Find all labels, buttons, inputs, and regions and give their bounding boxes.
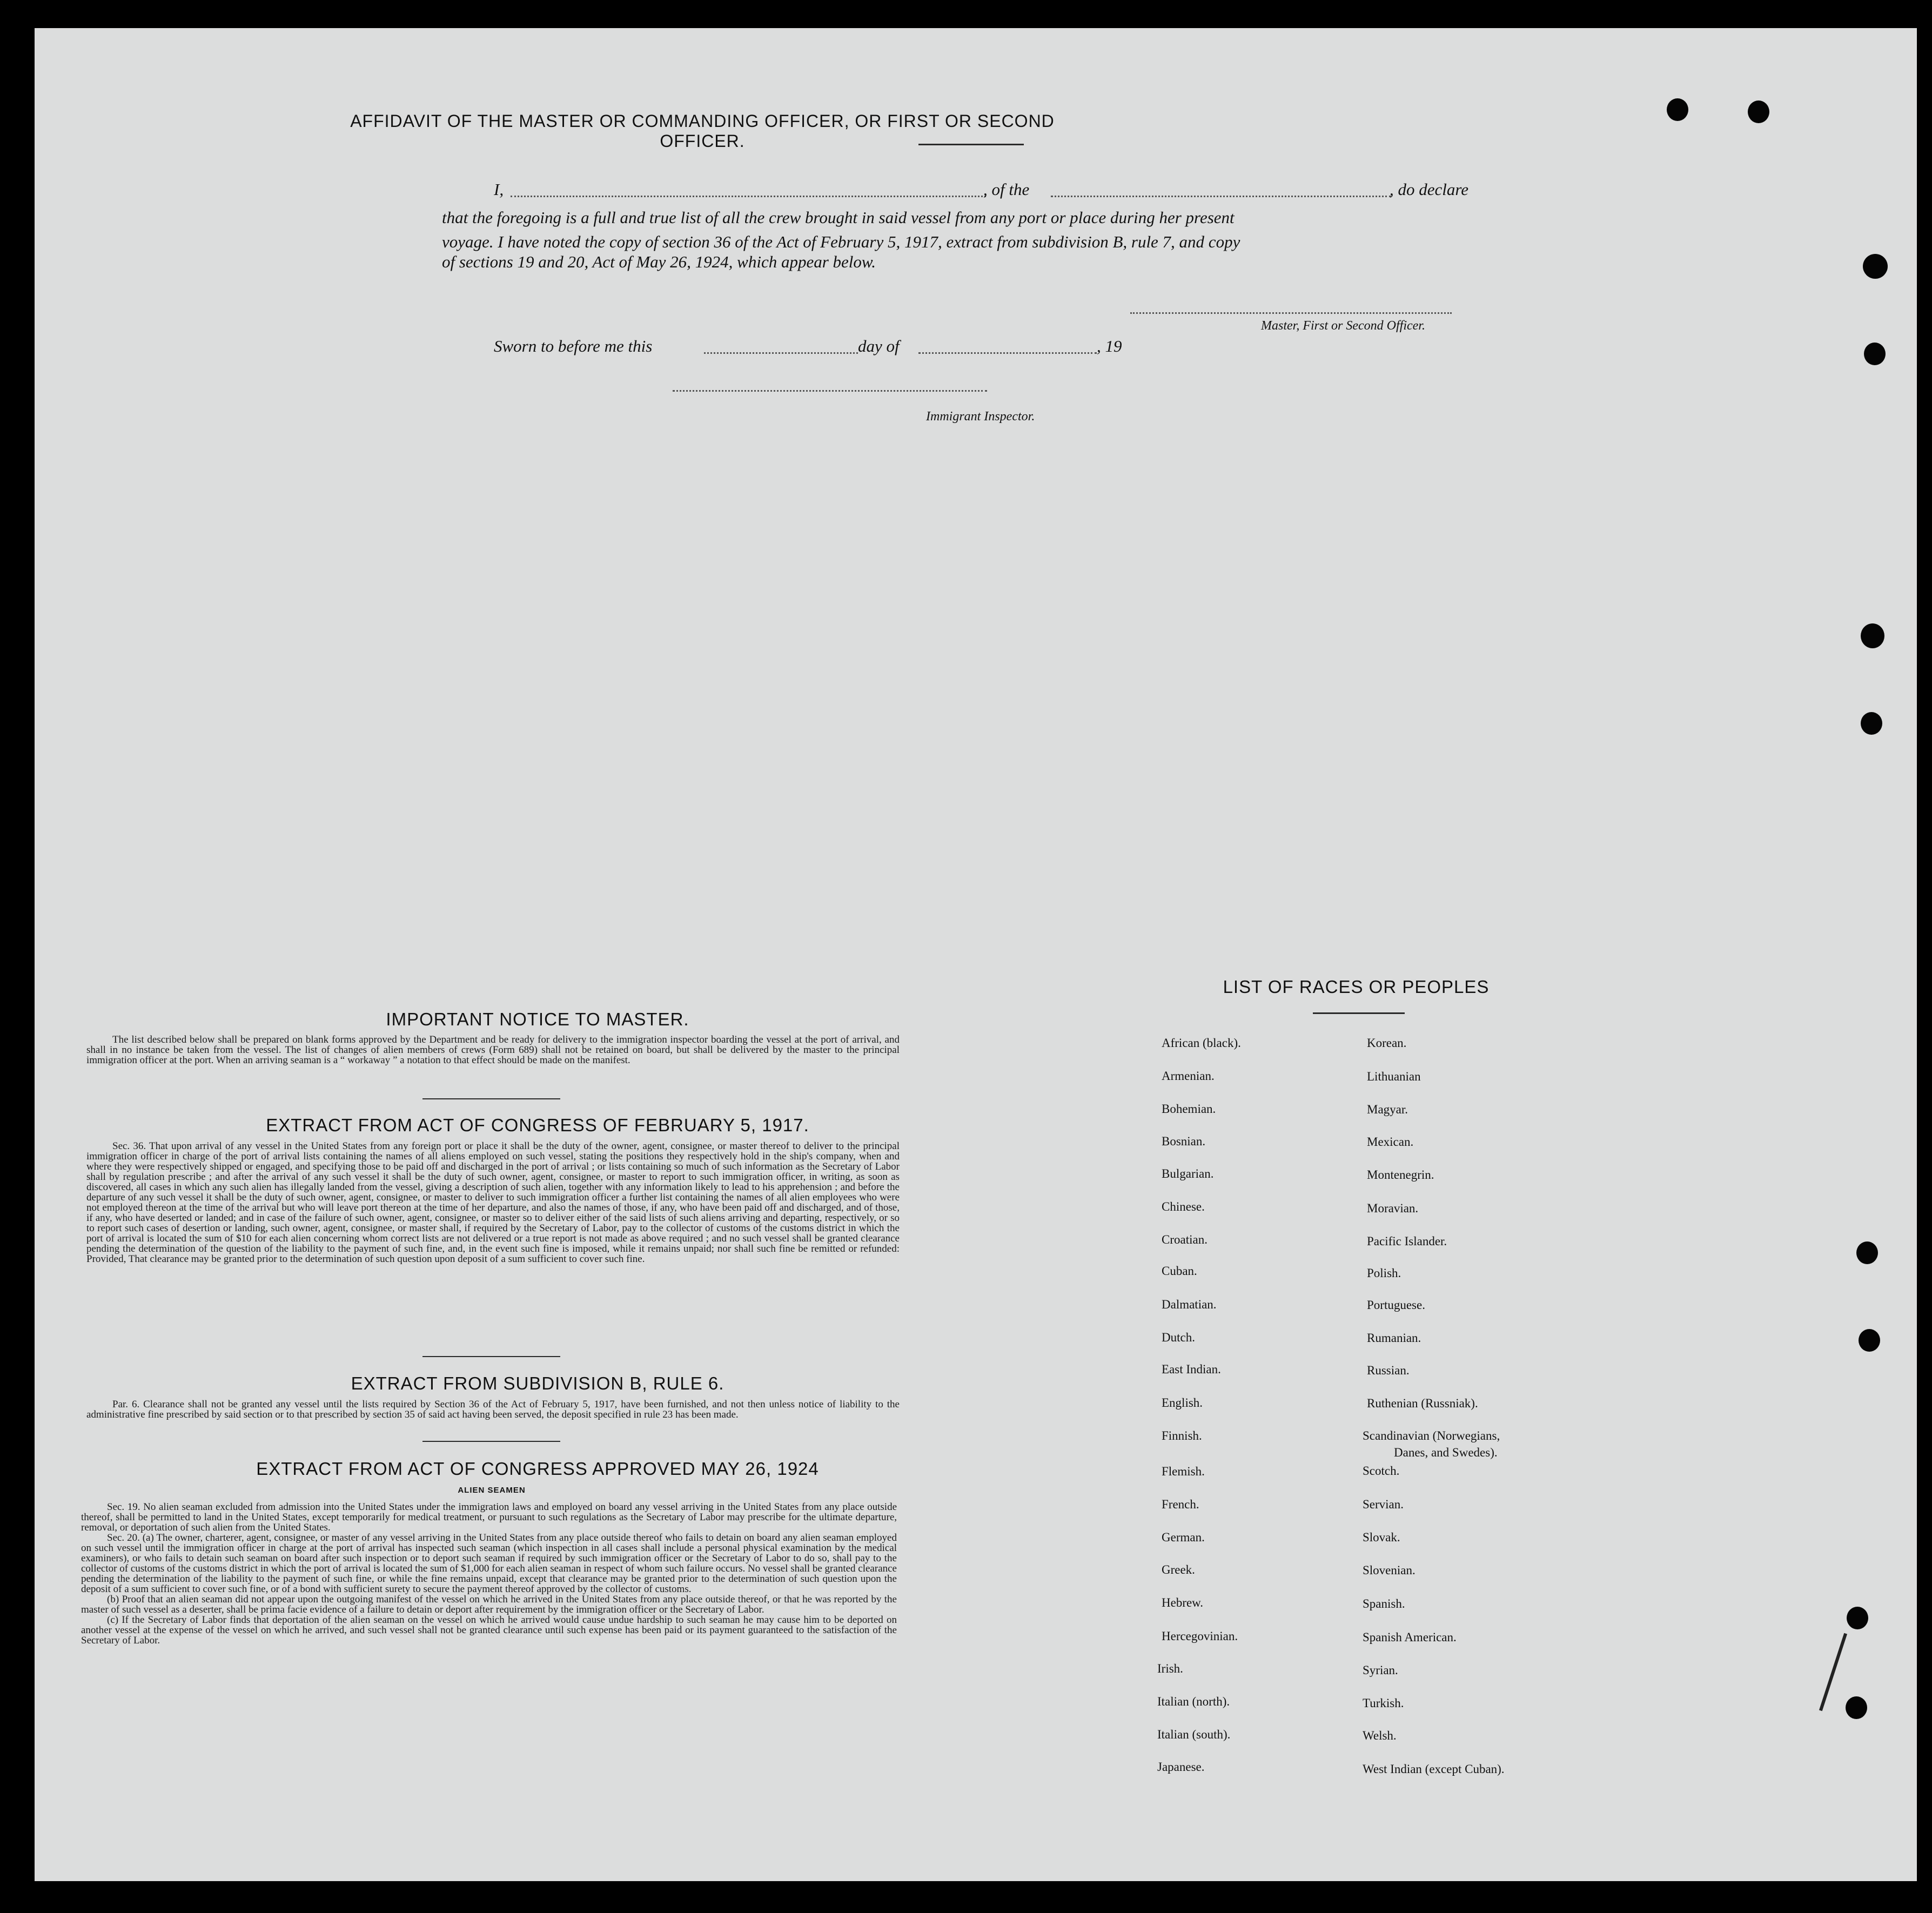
race-item-left: Italian (north).	[1157, 1695, 1230, 1708]
race-item-right: Portuguese.	[1367, 1298, 1425, 1312]
binder-hole	[1856, 1241, 1878, 1264]
race-item-right: Korean.	[1367, 1036, 1407, 1050]
race-item-left: Japanese.	[1157, 1760, 1205, 1774]
sec20c-paragraph: (c) If the Secretary of Labor finds that deportation of the alien seaman on the vessel on which he arrived would cause undue hardship to such seaman he may cause him to be deported on another vessel at the expense of the vessel on which he arrived, and such vessel shall not be granted clearance until such expense has been paid or its payment guaranteed to the satisfaction of the Secretary of Labor.	[81, 1614, 897, 1646]
race-item-right: Polish.	[1367, 1266, 1401, 1280]
race-item-right: Syrian.	[1363, 1663, 1398, 1677]
race-item-left: East Indian.	[1162, 1362, 1221, 1376]
divider	[918, 144, 1024, 145]
race-item-right: Magyar.	[1367, 1103, 1408, 1116]
divider	[422, 1356, 560, 1357]
affidavit-line3: voyage. I have noted the copy of section 36 of the Act of February 5, 1917, extract from subdivision B, rule 7, and copy	[442, 232, 1240, 251]
binder-hole	[1861, 712, 1882, 735]
race-item-right: Montenegrin.	[1367, 1168, 1434, 1182]
sec36-paragraph: Sec. 36. That upon arrival of any vessel in the United States from any foreign port or place it shall be the duty of the owner, agent, consignee, or master thereof to deliver to the principal immigration officer in charge of the port of arrival lists containing the names of all aliens employed on such vessel, stating the positions they respectively hold in the ship's company, when and where they were respectively shipped or engaged, and specifying those to be paid off and discharged in the port of arrival ; or lists containing so much of such information as the Secretary of Labor shall by regulation prescribe ; and after the arrival of any such vessel it shall be the duty of such owner, agent, consignee, or master to report to such immigration officer, in writing, as soon as discovered, all cases in which any such alien has illegally landed from the vessel, giving a description of such alien, together with any information likely to lead to his apprehension ; and before the departure of any such vessel it shall be the duty of such owner, agent, consignee, or master to deliver to such immigration officer a further list containing the names of all alien employees who were not employed thereon at the time of the arrival but who will leave port thereon at the time of her departure, and also the names of those, if any, who have been paid off and discharged, and of those, if any, who have deserted or landed; and in case of the failure of such owner, agent, consignee, or master so to deliver either of the said lists of such aliens arriving and departing, respectively, or so to report such cases of desertion or landing, such owner, agent, consignee, or master shall, if required by the Secretary of Labor, pay to the collector of customs of the customs district in which the port of arrival is located the sum of $10 for each alien concerning whom correct lists are not delivered or a true report is not made as above required ; and no such vessel shall be granted clearance pending the determination of the question of the liability to the payment of such fine, and, in the event such fine is imposed, while it remains unpaid; nor shall such fine be remitted or refunded: Provided, That clearance may be granted prior to the determination of such question upon deposit of a sum sufficient to cover such fine.	[86, 1140, 900, 1265]
affidavit-title: AFFIDAVIT OF THE MASTER OR COMMANDING OFFICER, OR FIRST OR SECOND OFFICER.	[350, 111, 1055, 151]
binder-hole	[1667, 98, 1688, 121]
race-item-left: Bohemian.	[1162, 1102, 1216, 1116]
extract-1917-text	[86, 1141, 900, 1264]
race-item-left: Finnish.	[1162, 1429, 1202, 1442]
race-item-left: Chinese.	[1162, 1200, 1205, 1213]
race-item-right: Ruthenian (Russniak).	[1367, 1397, 1478, 1410]
race-item-right: Spanish American.	[1363, 1630, 1457, 1644]
alien-seamen-subtitle: ALIEN SEAMEN	[458, 1486, 526, 1495]
race-item-left: Bosnian.	[1162, 1135, 1206, 1148]
inspector-signature-blank[interactable]	[673, 390, 987, 392]
race-item-right: Russian.	[1367, 1364, 1410, 1377]
race-item-left: Irish.	[1157, 1662, 1183, 1675]
race-item-left: Hercegovinian.	[1162, 1629, 1238, 1643]
race-item-left: Flemish.	[1162, 1465, 1205, 1478]
affidavit-line2: that the foregoing is a full and true list of all the crew brought in said vessel from any port or place during her present	[442, 208, 1235, 227]
master-label: Master, First or Second Officer.	[1261, 319, 1425, 333]
year-prefix: , 19	[1097, 337, 1122, 355]
master-signature-blank[interactable]	[1130, 312, 1452, 314]
inspector-label: Immigrant Inspector.	[926, 410, 1035, 424]
month-blank[interactable]	[918, 352, 1097, 354]
race-item-right: Slovak.	[1363, 1531, 1400, 1544]
race-item-left: German.	[1162, 1531, 1205, 1544]
binder-hole	[1863, 254, 1888, 279]
extract-1917-title: EXTRACT FROM ACT OF CONGRESS OF FEBRUARY 5, 1917.	[266, 1115, 809, 1135]
race-item-right: Slovenian.	[1363, 1563, 1416, 1577]
day-blank[interactable]	[704, 352, 858, 354]
binder-hole	[1847, 1607, 1868, 1629]
race-item-right: Pacific Islander.	[1367, 1234, 1447, 1248]
name-blank[interactable]	[511, 196, 986, 197]
subdivision-b-title: EXTRACT FROM SUBDIVISION B, RULE 6.	[351, 1373, 725, 1393]
divider	[422, 1098, 560, 1099]
extract-1924-title: EXTRACT FROM ACT OF CONGRESS APPROVED MAY 26, 1924	[256, 1459, 819, 1479]
notice-text	[86, 1035, 900, 1065]
sec20b-paragraph: (b) Proof that an alien seaman did not appear upon the outgoing manifest of the vessel on which he arrived in the United States from any place outside thereof, or that he was reported by the master of such vessel as a deserter, shall be prima facie evidence of a failure to detain or deport after requirement by the immigration officer or the Secretary of Labor.	[81, 1594, 897, 1615]
race-item-right: Scandinavian (Norwegians,	[1363, 1429, 1500, 1442]
race-item-left: Greek.	[1162, 1563, 1195, 1576]
race-item-left: Armenian.	[1162, 1069, 1215, 1083]
race-item-left: Bulgarian.	[1162, 1167, 1214, 1180]
binder-hole	[1861, 623, 1884, 648]
race-item-left: Italian (south).	[1157, 1728, 1231, 1741]
notice-title: IMPORTANT NOTICE TO MASTER.	[386, 1009, 689, 1029]
affidavit-line1-i: I,	[494, 180, 504, 199]
race-item-right: Turkish.	[1363, 1696, 1404, 1710]
race-item-right: Servian.	[1363, 1498, 1404, 1511]
race-item-left: African (black).	[1162, 1036, 1241, 1050]
race-item-right: Spanish.	[1363, 1597, 1405, 1610]
sec20a-paragraph: Sec. 20. (a) The owner, charterer, agent, consignee, or master of any vessel arriving in the United States from any place outside thereof who fails to detain on board any alien seaman employed on such vessel until the immigration officer in charge at the port of arrival has inspected such seaman (which inspection in all cases shall include a personal physical examination by the medical examiners), or who fails to detain such seaman on board after such inspection or to deport such seaman if required by such immigration officer or the Secretary of Labor to do so, shall pay to the collector of customs of the customs district in which the port of arrival is located the sum of $1,000 for each alien seaman in respect of whom such failure occurs. No vessel shall be granted clearance pending the determination of the liability to the payment of such fine, or while the fine remains unpaid, except that clearance may be granted prior to the determination of such question upon the deposit of a sum sufficient to cover such fine, or of a bond with sufficient surety to secure the payment thereof approved by the collector of customs.	[81, 1532, 897, 1595]
race-item-left: Cuban.	[1162, 1264, 1197, 1278]
race-item-right: Mexican.	[1367, 1135, 1414, 1149]
subdivision-b-text	[86, 1399, 900, 1420]
affidavit-line4: of sections 19 and 20, Act of May 26, 1924, which appear below.	[442, 252, 876, 271]
race-item-left: Dalmatian.	[1162, 1298, 1217, 1311]
day-of-text: day of	[858, 337, 900, 355]
notice-paragraph: The list described below shall be prepared on blank forms approved by the Department and be ready for delivery to the immigration inspector boarding the vessel at the port of arrival, and shall in no instance be taken from the vessel. The list of changes of alien members of crews (Form 689) shall not be retained on board, but shall be delivered by the master to the principal immigration officer at the port. When an arriving seaman is a “ workaway ” a notation to that effect should be made on the manifest.	[86, 1034, 900, 1066]
race-item-right: West Indian (except Cuban).	[1363, 1762, 1505, 1776]
races-title: LIST OF RACES OR PEOPLES	[1223, 977, 1490, 997]
vessel-blank[interactable]	[1051, 196, 1391, 197]
sec19-paragraph: Sec. 19. No alien seaman excluded from admission into the United States under the immigration laws and employed on board any vessel arriving in the United States from any place outside thereof, shall be permitted to land in the United States, except temporarily for medical treatment, or pursuant to such regulations as the Secretary of Labor may prescribe for the ultimate departure, removal, or deportation of such alien from the United States.	[81, 1501, 897, 1533]
race-item-left: English.	[1162, 1396, 1203, 1409]
race-item-left: Dutch.	[1162, 1331, 1195, 1344]
binder-hole	[1859, 1329, 1880, 1352]
binder-hole	[1846, 1696, 1867, 1719]
race-item-right: Rumanian.	[1367, 1331, 1421, 1345]
sworn-text: Sworn to before me this	[494, 337, 653, 355]
race-item-right: Welsh.	[1363, 1729, 1397, 1742]
divider	[1313, 1012, 1405, 1014]
race-item-right: Lithuanian	[1367, 1070, 1421, 1083]
race-item-right: Moravian.	[1367, 1202, 1419, 1215]
binder-hole	[1748, 100, 1769, 123]
par6-paragraph: Par. 6. Clearance shall not be granted any vessel until the lists required by Section 36 of the Act of February 5, 1917, have been furnished, and not then unless notice of liability to the administrative fine prescribed by said section or to that prescribed by section 35 of said act having been served, the deposit specified in rule 23 has been made.	[86, 1399, 900, 1420]
race-item-left: French.	[1162, 1498, 1199, 1511]
race-item-left: Hebrew.	[1162, 1596, 1204, 1609]
divider	[422, 1441, 560, 1442]
affidavit-line1-declare: , do declare	[1390, 180, 1469, 199]
binder-hole	[1864, 343, 1886, 365]
race-item-right: Danes, and Swedes).	[1394, 1446, 1498, 1459]
affidavit-line1-of-the: , of the	[983, 180, 1030, 199]
race-item-left: Croatian.	[1162, 1233, 1208, 1246]
race-item-right: Scotch.	[1363, 1464, 1400, 1478]
extract-1924-text	[81, 1502, 897, 1646]
